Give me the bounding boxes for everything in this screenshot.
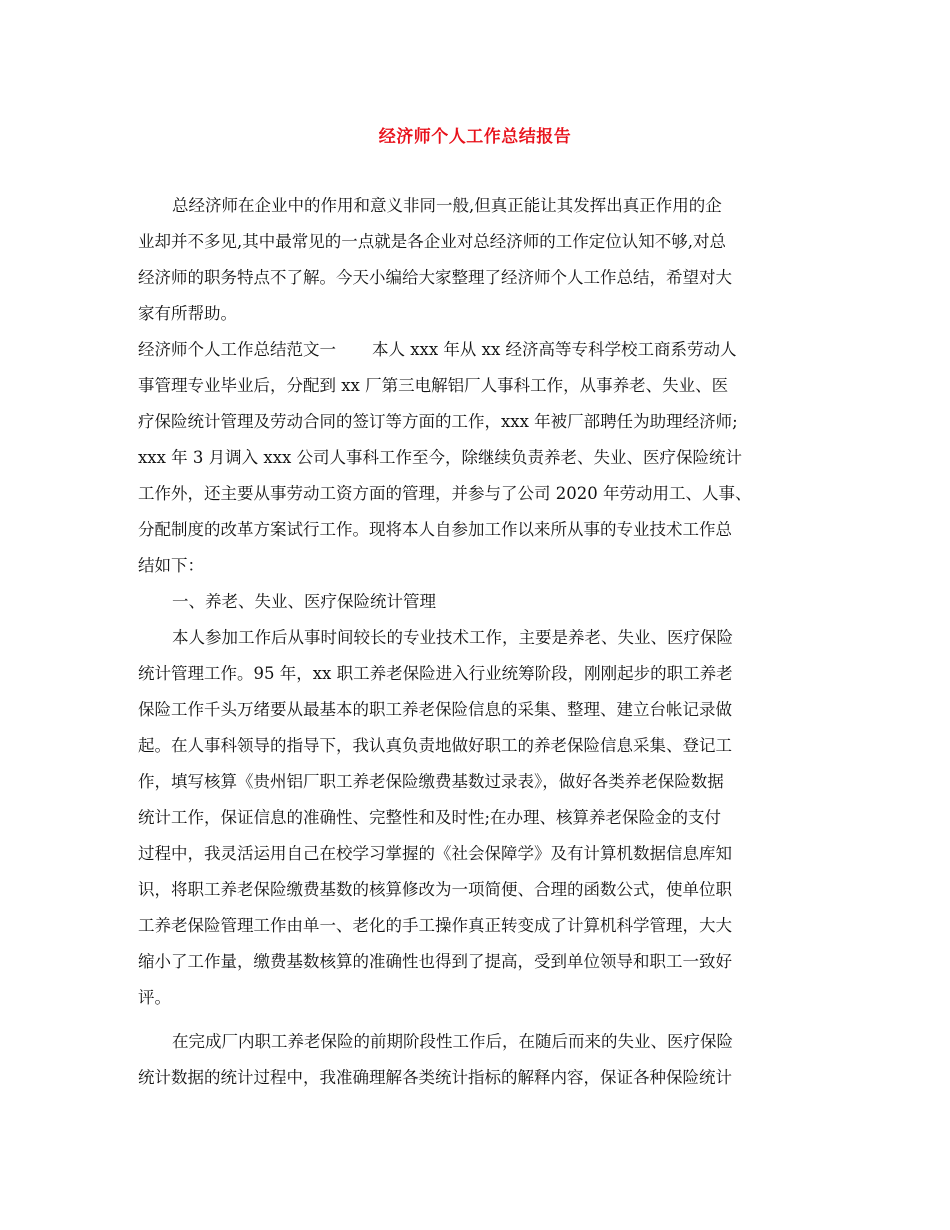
text-line (138, 584, 826, 620)
text-line-content: 一、养老、失业、医疗保险统计管理 (172, 592, 436, 611)
text-line-content: 在完成厂内职工养老保险的前期阶段性工作后，在随后而来的失业、医疗保险 (172, 1032, 733, 1051)
text-line (138, 1024, 826, 1060)
text-line (138, 296, 826, 332)
text-line-content: 工作外，还主要从事劳动工资方面的管理，并参与了公司 2020 年劳动用工、人事、 (138, 484, 752, 503)
text-line (138, 620, 826, 656)
text-line-content: 保险工作千头万绪要从最基本的职工养老保险信息的采集、整理、建立台帐记录做 (138, 700, 732, 719)
text-line-content: 统计工作，保证信息的准确性、完整性和及时性;在办理、核算养老保险金的支付 (138, 808, 722, 827)
text-line (138, 368, 826, 404)
text-line-content: 结如下： (138, 556, 204, 575)
document-title: 经济师个人工作总结报告 (378, 127, 572, 147)
text-line (138, 188, 826, 224)
text-line-content: 经济师个人工作总结范文一 (138, 340, 336, 359)
text-line-content: 统计管理工作。95 年，xx 职工养老保险进入行业统筹阶段，刚刚起步的职工养老 (138, 664, 733, 683)
text-line (138, 404, 826, 440)
text-line-content: 工养老保险管理工作由单一、老化的手工操作真正转变成了计算机科学管理，大大 (138, 916, 732, 935)
text-line-content: 家有所帮助。 (138, 304, 237, 323)
text-line (138, 692, 826, 728)
text-line-content: 作，填写核算《贵州铝厂职工养老保险缴费基数过录表》，做好各类养老保险数据 (138, 772, 724, 791)
text-line-content: 事管理专业毕业后，分配到 xx 厂第三电解铝厂人事科工作，从事养老、失业、医 (138, 376, 729, 395)
text-line-content: 分配制度的改革方案试行工作。现将本人自参加工作以来所从事的专业技术工作总 (138, 520, 732, 539)
text-line (138, 260, 826, 296)
text-line (138, 332, 826, 368)
text-line-content: 缩小了工作量，缴费基数核算的准确性也得到了提高，受到单位领导和职工一致好 (138, 952, 732, 971)
text-line (138, 440, 826, 476)
text-line (138, 908, 826, 944)
text-line-content: xxx 年 3 月调入 xxx 公司人事科工作至今，除继续负责养老、失业、医疗保险统计 (138, 448, 743, 467)
text-line-content: 经济师的职务特点不了解。今天小编给大家整理了经济师个人工作总结，希望对大 (138, 268, 732, 287)
text-line (138, 944, 826, 980)
text-line (138, 872, 826, 908)
text-line (138, 512, 826, 548)
text-line-content: 业却并不多见,其中最常见的一点就是各企业对总经济师的工作定位认知不够,对总 (138, 232, 726, 251)
text-line (138, 656, 826, 692)
text-line (138, 980, 826, 1016)
text-line (138, 728, 826, 764)
text-line (138, 800, 826, 836)
text-line (138, 836, 826, 872)
text-line-content: 疗保险统计管理及劳动合同的签订等方面的工作，xxx 年被厂部聘任为助理经济师; (138, 412, 738, 431)
text-line (138, 1060, 826, 1096)
text-line-continuation: 本人 xxx 年从 xx 经济高等专科学校工商系劳动人 (372, 340, 737, 359)
text-line-content: 过程中，我灵活运用自己在校学习掌握的《社会保障学》及有计算机数据信息库知 (138, 844, 732, 863)
text-line-content: 评。 (138, 988, 171, 1007)
text-line (138, 764, 826, 800)
text-line-content: 本人参加工作后从事时间较长的专业技术工作，主要是养老、失业、医疗保险 (172, 628, 733, 647)
document-body (138, 188, 826, 1096)
text-line (138, 476, 826, 512)
text-line (138, 548, 826, 584)
text-line-content: 总经济师在企业中的作用和意义非同一般,但真正能让其发挥出真正作用的企 (172, 196, 722, 215)
text-line-content: 识，将职工养老保险缴费基数的核算修改为一项简便、合理的函数公式，使单位职 (138, 880, 732, 899)
text-line-content: 起。在人事科领导的指导下，我认真负责地做好职工的养老保险信息采集、登记工 (138, 736, 732, 755)
text-line-content: 统计数据的统计过程中，我准确理解各类统计指标的解释内容，保证各种保险统计 (138, 1068, 732, 1087)
text-line (138, 224, 826, 260)
